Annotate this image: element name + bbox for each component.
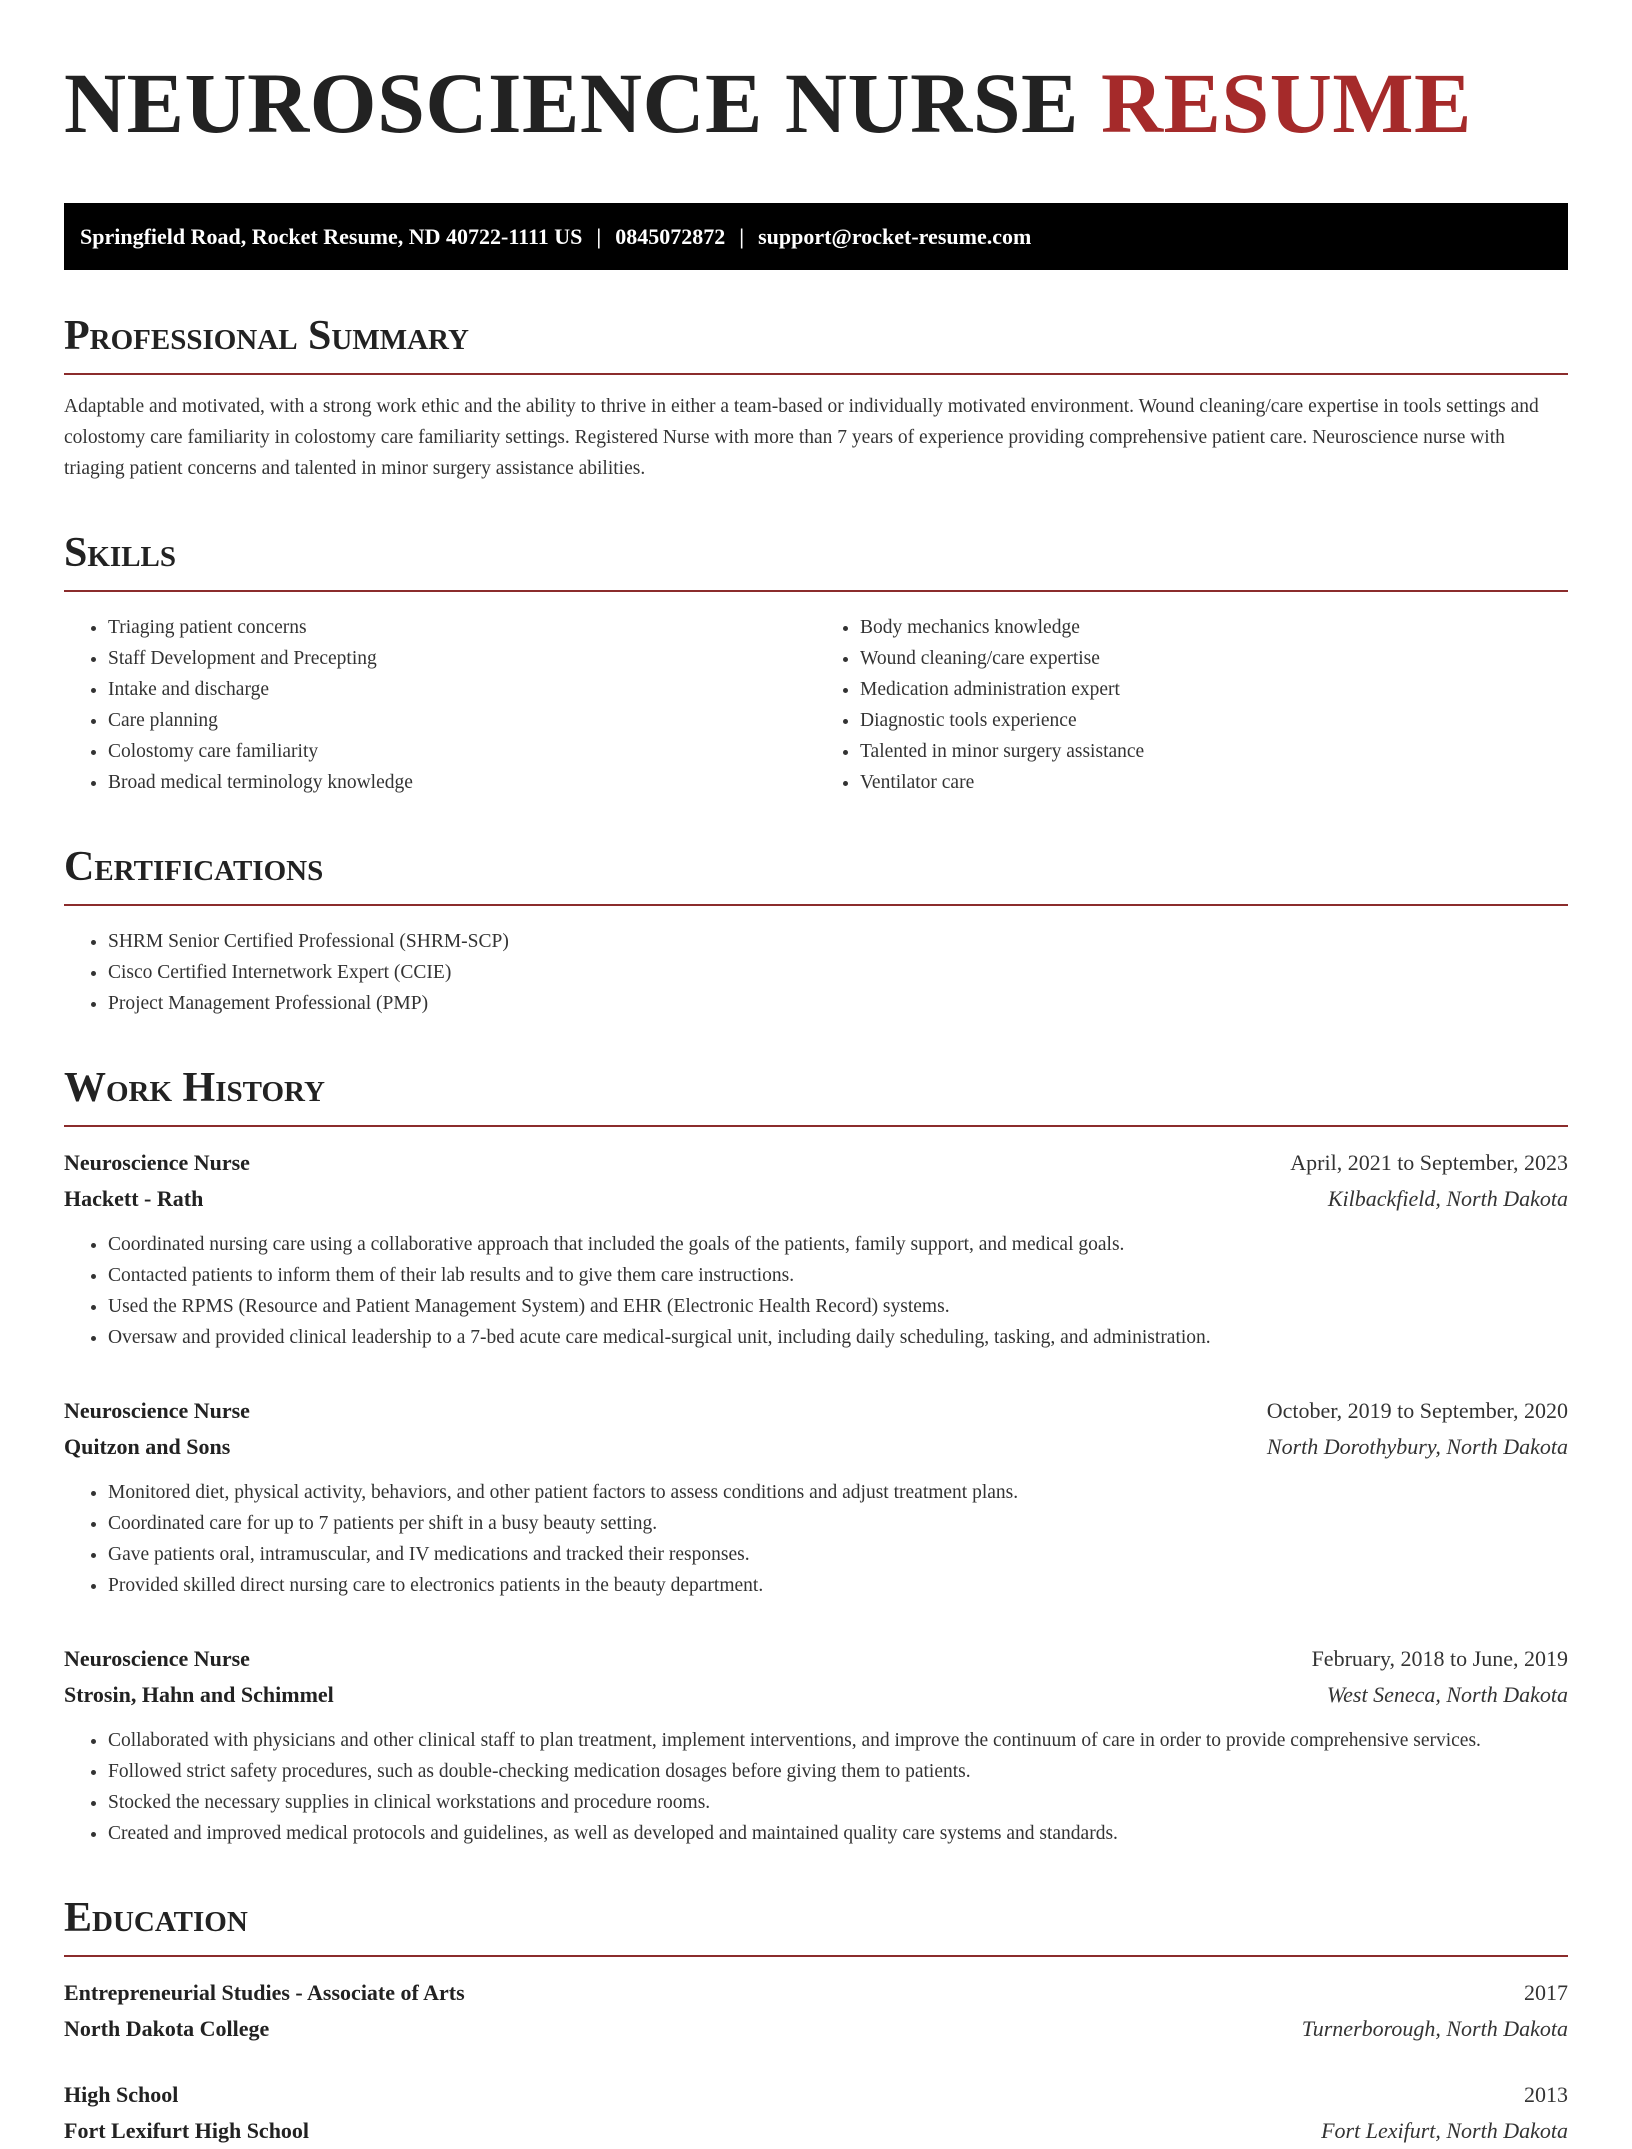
education-degree-row xyxy=(64,2077,1568,2113)
job-title: Neuroscience Nurse xyxy=(64,1646,250,1671)
education-entry xyxy=(64,1975,1568,2047)
job-duties-list xyxy=(64,1725,1568,1849)
job-duty: • Collaborated with physicians and other clinical staff to plan treatment, implement interventions, and improve the continuum of care in order to provide comprehensive services. xyxy=(108,1725,1568,1756)
certification-item: • Cisco Certified Internetwork Expert (CCIE) xyxy=(108,957,1568,988)
title-main: NEUROSCIENCE NURSE xyxy=(64,55,1079,151)
certifications-heading: Certifications xyxy=(64,844,1568,906)
work-history-heading: Work History xyxy=(64,1065,1568,1127)
job-duty: • Stocked the necessary supplies in clinical workstations and procedure rooms. xyxy=(108,1787,1568,1818)
skill-item: • Triaging patient concerns xyxy=(108,612,816,643)
education-heading: Education xyxy=(64,1895,1568,1957)
education-entry xyxy=(64,2077,1568,2149)
education-school-row xyxy=(64,2011,1568,2047)
job-company-row xyxy=(64,1429,1568,1465)
job-location: Kilbackfield, North Dakota xyxy=(1327,1186,1568,1211)
education-year: 2017 xyxy=(1524,1980,1568,2005)
job-entry xyxy=(64,1393,1568,1601)
contact-phone: 0845072872 xyxy=(615,224,726,249)
certifications-section xyxy=(64,844,1568,1019)
job-duty: • Created and improved medical protocols and guidelines, as well as developed and maintained quality care systems and standards. xyxy=(108,1818,1568,1849)
job-company-row xyxy=(64,1181,1568,1217)
job-company: Hackett - Rath xyxy=(64,1186,204,1211)
resume-title xyxy=(64,55,1568,151)
job-duty: • Coordinated care for up to 7 patients per shift in a busy beauty setting. xyxy=(108,1508,1568,1539)
skill-item: • Diagnostic tools experience xyxy=(860,705,1568,736)
job-title: Neuroscience Nurse xyxy=(64,1150,250,1175)
education-degree-row xyxy=(64,1975,1568,2011)
education-school: Fort Lexifurt High School xyxy=(64,2118,310,2143)
education-school: North Dakota College xyxy=(64,2016,270,2041)
skills-columns xyxy=(64,592,1568,798)
job-dates: October, 2019 to September, 2020 xyxy=(1266,1398,1568,1423)
job-title-row xyxy=(64,1641,1568,1677)
job-duties-list xyxy=(64,1477,1568,1601)
job-duty: • Oversaw and provided clinical leadership to a 7-bed acute care medical-surgical unit, including daily scheduling, tasking, and administration. xyxy=(108,1322,1568,1353)
education-school-row xyxy=(64,2113,1568,2149)
job-location: West Seneca, North Dakota xyxy=(1326,1682,1568,1707)
job-dates: April, 2021 to September, 2023 xyxy=(1290,1150,1568,1175)
contact-separator: | xyxy=(739,224,745,249)
skills-section xyxy=(64,530,1568,798)
skill-item: • Talented in minor surgery assistance xyxy=(860,736,1568,767)
skills-list-left xyxy=(64,612,816,798)
work-history-section xyxy=(64,1065,1568,1849)
education-location: Fort Lexifurt, North Dakota xyxy=(1321,2118,1568,2143)
skill-item: • Medication administration expert xyxy=(860,674,1568,705)
job-duties-list xyxy=(64,1229,1568,1353)
job-duty: • Used the RPMS (Resource and Patient Management System) and EHR (Electronic Health Record) systems. xyxy=(108,1291,1568,1322)
job-title-row xyxy=(64,1393,1568,1429)
contact-address: Springfield Road, Rocket Resume, ND 40722-1111 US xyxy=(80,224,583,249)
skills-heading: Skills xyxy=(64,530,1568,592)
job-entry xyxy=(64,1641,1568,1849)
summary-section xyxy=(64,313,1568,484)
job-duty: • Coordinated nursing care using a collaborative approach that included the goals of the patients, family support, and medical goals. xyxy=(108,1229,1568,1260)
education-section xyxy=(64,1895,1568,2149)
education-degree: Entrepreneurial Studies - Associate of Arts xyxy=(64,1980,465,2005)
certifications-list xyxy=(64,926,1568,1019)
contact-email: support@rocket-resume.com xyxy=(758,224,1032,249)
summary-heading: Professional Summary xyxy=(64,313,1568,375)
job-duty: • Monitored diet, physical activity, behaviors, and other patient factors to assess conditions and adjust treatment plans. xyxy=(108,1477,1568,1508)
skill-item: • Ventilator care xyxy=(860,767,1568,798)
skills-list-right xyxy=(816,612,1568,798)
job-duty: • Contacted patients to inform them of their lab results and to give them care instructions. xyxy=(108,1260,1568,1291)
job-duty: • Provided skilled direct nursing care to electronics patients in the beauty department. xyxy=(108,1570,1568,1601)
skill-item: • Care planning xyxy=(108,705,816,736)
education-location: Turnerborough, North Dakota xyxy=(1301,2016,1568,2041)
skill-item: • Broad medical terminology knowledge xyxy=(108,767,816,798)
job-title: Neuroscience Nurse xyxy=(64,1398,250,1423)
job-duty: • Gave patients oral, intramuscular, and IV medications and tracked their responses. xyxy=(108,1539,1568,1570)
skill-item: • Staff Development and Precepting xyxy=(108,643,816,674)
job-dates: February, 2018 to June, 2019 xyxy=(1311,1646,1568,1671)
skill-item: • Body mechanics knowledge xyxy=(860,612,1568,643)
certification-item: • Project Management Professional (PMP) xyxy=(108,988,1568,1019)
skill-item: • Intake and discharge xyxy=(108,674,816,705)
job-title-row xyxy=(64,1145,1568,1181)
job-entry xyxy=(64,1145,1568,1353)
contact-bar xyxy=(64,203,1568,270)
contact-separator: | xyxy=(596,224,602,249)
skill-item: • Colostomy care familiarity xyxy=(108,736,816,767)
summary-text: Adaptable and motivated, with a strong work ethic and the ability to thrive in either a team-based or individually motivated environment. Wound cleaning/care expertise in tools settings and colostomy care familiarity in colostomy care familiarity settings. Registered Nurse with more than 7 years of experience providing comprehensive patient care. Neuroscience nurse with triaging patient concerns and talented in minor surgery assistance abilities. xyxy=(64,396,1539,479)
education-degree: High School xyxy=(64,2082,179,2107)
job-company-row xyxy=(64,1677,1568,1713)
job-company: Quitzon and Sons xyxy=(64,1434,231,1459)
skill-item: • Wound cleaning/care expertise xyxy=(860,643,1568,674)
certification-item: • SHRM Senior Certified Professional (SHRM-SCP) xyxy=(108,926,1568,957)
title-accent: RESUME xyxy=(1100,55,1472,151)
job-duty: • Followed strict safety procedures, such as double-checking medication dosages before giving them to patients. xyxy=(108,1756,1568,1787)
job-company: Strosin, Hahn and Schimmel xyxy=(64,1682,334,1707)
job-location: North Dorothybury, North Dakota xyxy=(1266,1434,1568,1459)
education-year: 2013 xyxy=(1524,2082,1568,2107)
